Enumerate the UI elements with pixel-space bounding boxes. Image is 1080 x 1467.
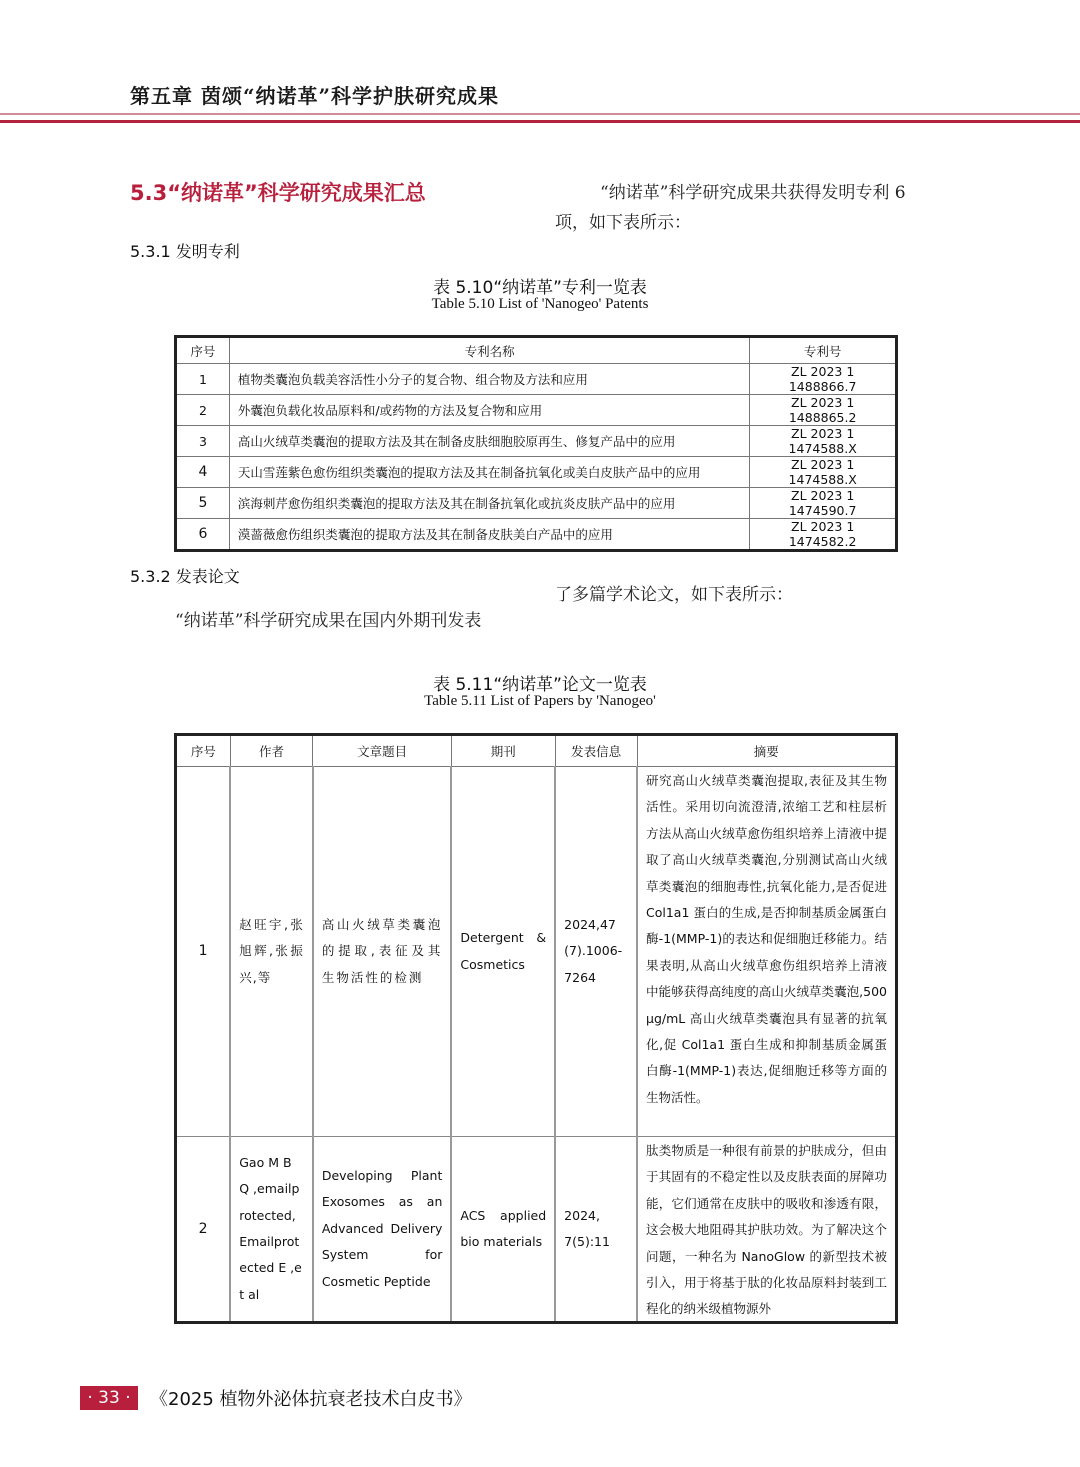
- paper-journal: Detergent & Cosmetics: [451, 767, 555, 1137]
- paper-journal: ACS applied bio materials: [451, 1137, 555, 1323]
- papers-heading: 5.3.2 发表论文: [130, 567, 240, 586]
- table-row: [176, 426, 897, 457]
- papers-header-pub: 发表信息: [555, 735, 637, 767]
- patent-id: ZL 2023 1 1474582.2: [750, 519, 897, 551]
- book-title: 《2025 植物外泌体抗衰老技术白皮书》: [150, 1389, 472, 1410]
- patent-name: 漠蔷薇愈伤组织类囊泡的提取方法及其在制备皮肤美白产品中的应用: [229, 519, 749, 551]
- chapter-header: 第五章 茵颂“纳诺革”科学护肤研究成果: [130, 84, 499, 108]
- patent-id: ZL 2023 1 1488866.7: [750, 364, 897, 395]
- patent-no: 1: [176, 364, 230, 395]
- paper-title: Developing Plant Exosomes as an Advanced Delivery System for Cosmetic Peptide: [313, 1137, 452, 1323]
- patents-header-name: 专利名称: [229, 337, 749, 364]
- section-title: 5.3“纳诺革”科学研究成果汇总: [130, 181, 426, 205]
- paper-abstract: [637, 1137, 897, 1323]
- patents-header-no: 序号: [176, 337, 230, 364]
- patents-header-id: 专利号: [750, 337, 897, 364]
- papers-intro-right: 了多篇学术论文，如下表所示：: [555, 585, 793, 605]
- table-row: [176, 519, 897, 551]
- patent-id: ZL 2023 1 1474588.X: [750, 426, 897, 457]
- paper-pub: 2024, 7(5):11: [555, 1137, 637, 1323]
- paper-title: 高山火绒草类囊泡的提取,表征及其生物活性的检测: [313, 767, 452, 1137]
- patent-no: 6: [176, 519, 230, 551]
- patent-name: 外囊泡负载化妆品原料和/或药物的方法及复合物和应用: [229, 395, 749, 426]
- papers-intro-left: “纳诺革”科学研究成果在国内外期刊发表: [175, 611, 482, 631]
- patent-name: 植物类囊泡负载美容活性小分子的复合物、组合物及方法和应用: [229, 364, 749, 395]
- patents-heading: 5.3.1 发明专利: [130, 242, 240, 261]
- papers-table: [174, 733, 898, 1324]
- paper-pub: 2024,47(7).1006-7264: [555, 767, 637, 1137]
- papers-header-title: 文章题目: [313, 735, 452, 767]
- section-intro-line1: “纳诺革”科学研究成果共获得发明专利 6: [600, 183, 906, 203]
- patent-name: 滨海刺芹愈伤组织类囊泡的提取方法及其在制备抗氧化或抗炎皮肤产品中的应用: [229, 488, 749, 519]
- paper-no: 1: [176, 767, 231, 1137]
- table-row: [176, 1137, 897, 1323]
- patent-id: ZL 2023 1 1488865.2: [750, 395, 897, 426]
- table-row: [176, 457, 897, 488]
- papers-header-abstract: 摘要: [637, 735, 897, 767]
- patent-no: 2: [176, 395, 230, 426]
- paper-abstract: 研究高山火绒草类囊泡提取,表征及其生物活性。采用切向流澄清,浓缩工艺和柱层析方法从高山火绒草愈伤组织培养上清液中提取了高山火绒草类囊泡,分别测试高山火绒草类囊泡的细胞毒性,抗氧化能力,是否促进 Col1a1 蛋白的生成,是否抑制基质金属蛋白酶-1(MMP-1)的表达和促细胞迁移能力。结果表明,从高山火绒草愈伤组织培养上清液中能够获得高纯度的高山火绒草类囊泡,500 μg/mL 高山火绒草类囊泡具有显著的抗氧化,促 Col1a1 蛋白生成和抑制基质金属蛋白酶-1(MMP-1)表达,促细胞迁移等方面的生物活性。: [637, 767, 897, 1137]
- patent-no: 3: [176, 426, 230, 457]
- papers-header-row: [176, 735, 897, 767]
- patent-name: 天山雪莲紫色愈伤组织类囊泡的提取方法及其在制备抗氧化或美白皮肤产品中的应用: [229, 457, 749, 488]
- patent-no: 4: [176, 457, 230, 488]
- header-rule-dark: [0, 120, 1080, 123]
- patents-table: [174, 335, 898, 552]
- patents-caption-en: Table 5.10 List of 'Nanogeo' Patents: [431, 296, 649, 312]
- patent-name: 高山火绒草类囊泡的提取方法及其在制备皮肤细胞胶原再生、修复产品中的应用: [229, 426, 749, 457]
- paper-no: 2: [176, 1137, 231, 1323]
- paper-abstract-text: 肽类物质是一种很有前景的护肤成分，但由于其固有的不稳定性以及皮肤表面的屏障功能，它们通常在皮肤中的吸收和渗透有限，这会极大地阻碍其护肤功效。为了解决这个问题，一种名为 NanoGlow 的新型技术被引入，用于将基于肽的化妆品原料封装到工程化的纳米级植物源外: [646, 1143, 887, 1317]
- papers-header-journal: 期刊: [451, 735, 555, 767]
- papers-header-no: 序号: [176, 735, 231, 767]
- papers-caption-cn: 表 5.11“纳诺革”论文一览表: [433, 675, 647, 695]
- patents-caption-cn: 表 5.10“纳诺革”专利一览表: [433, 278, 647, 298]
- papers-caption-en: Table 5.11 List of Papers by 'Nanogeo': [424, 693, 656, 709]
- table-row: [176, 488, 897, 519]
- patents-header-row: [176, 337, 897, 364]
- table-row: [176, 364, 897, 395]
- table-row: [176, 395, 897, 426]
- patent-id: ZL 2023 1 1474588.X: [750, 457, 897, 488]
- patent-no: 5: [176, 488, 230, 519]
- table-row: [176, 767, 897, 1137]
- page-number-badge: · 33 ·: [80, 1386, 138, 1410]
- section-intro-line2: 项，如下表所示：: [555, 213, 691, 233]
- papers-header-authors: 作者: [230, 735, 313, 767]
- header-rule-light: [0, 113, 1080, 115]
- paper-authors: 赵旺宇,张旭辉,张振兴,等: [230, 767, 313, 1137]
- patent-id: ZL 2023 1 1474590.7: [750, 488, 897, 519]
- paper-authors: Gao M B Q ,emailprotected, Emailprotected E ,et al: [230, 1137, 313, 1323]
